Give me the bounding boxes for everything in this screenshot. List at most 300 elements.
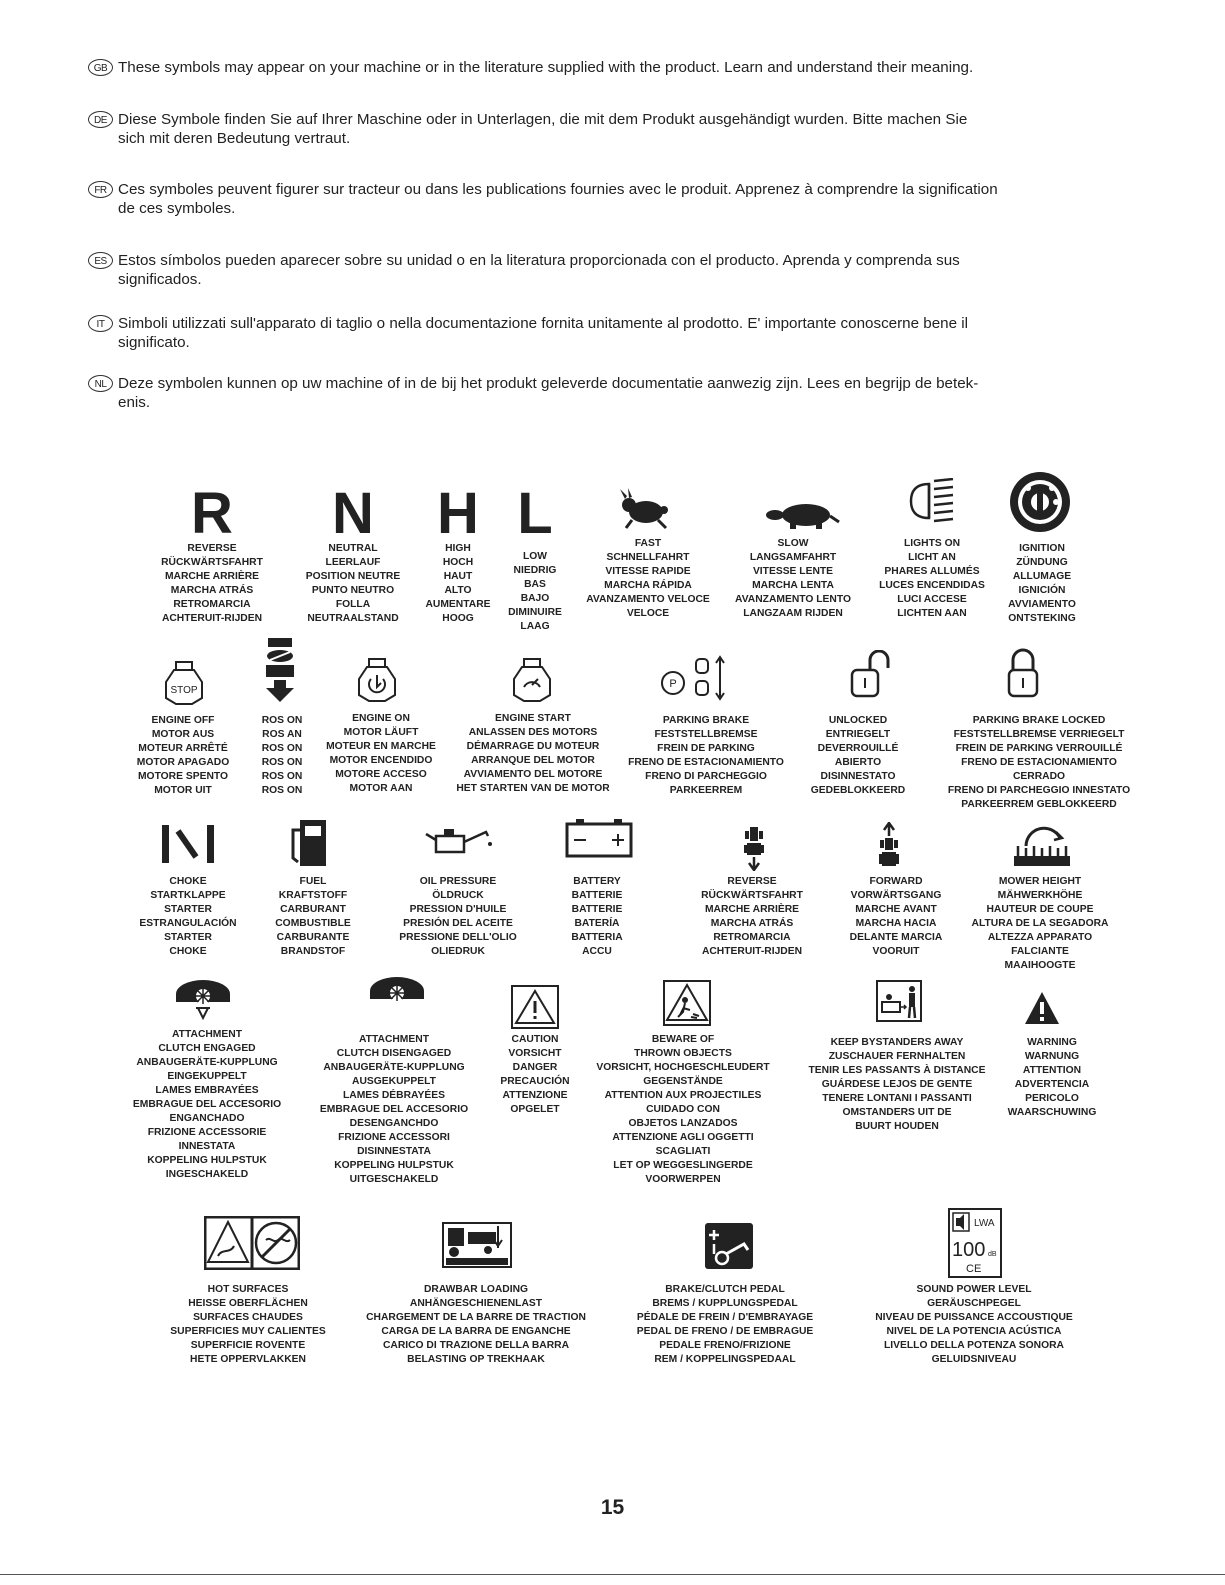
caution-triangle-icon	[511, 985, 559, 1029]
caption-line: BUURT HOUDEN	[855, 1121, 939, 1132]
page-number: 15	[600, 1496, 625, 1519]
intro-text-fr: Ces symboles peuvent figurer sur tracteur ou dans les publications fournies avec le produit. Apprenez à comprendre la signification	[118, 181, 998, 198]
caption-line: ATTENTION AUX PROJECTILES	[604, 1090, 762, 1101]
caption-line: DISINNESTATO	[820, 771, 896, 782]
caption-line: ENGINE START	[495, 713, 571, 724]
ros-caption	[262, 714, 303, 798]
tractor-reverse-icon	[742, 825, 766, 871]
caption-line: CAUTION	[511, 1034, 559, 1045]
caption-line: FORWARD	[869, 876, 923, 887]
caption-line: LICHT AN	[908, 552, 956, 563]
caption-line: IGNITION	[1019, 543, 1065, 554]
lights-caption	[879, 537, 985, 621]
caption-line: MOTOR AUS	[151, 729, 215, 740]
caption-line: BAJO	[520, 593, 550, 604]
att-disengaged-caption	[320, 1033, 468, 1187]
caption-line: PARKING BRAKE LOCKED	[972, 715, 1106, 726]
caption-line: MARCHE ARRIÈRE	[164, 571, 259, 582]
hot-surfaces-icon	[204, 1216, 300, 1270]
caption-line: THROWN OBJECTS	[634, 1048, 732, 1059]
neutral-letter-icon: N	[332, 481, 374, 546]
caption-line: PEDALE FRENO/FRIZIONE	[659, 1340, 791, 1351]
caption-line: MARCHA HACIA	[855, 918, 937, 929]
caption-line: STARTER	[164, 904, 212, 915]
caption-line: VOORUIT	[872, 946, 920, 957]
caption-line: HEISSE OBERFLÄCHEN	[188, 1298, 308, 1309]
caption-line: CHOKE	[169, 946, 207, 957]
caption-line: ROS AN	[262, 729, 302, 740]
low-letter-icon: L	[517, 481, 553, 546]
caption-line: COMBUSTIBLE	[275, 918, 351, 929]
engine-off-caption	[137, 714, 229, 798]
parking-brake-caption	[628, 714, 784, 798]
caption-line: SCAGLIATI	[655, 1146, 711, 1157]
caption-line: IGNICIÓN	[1018, 585, 1066, 596]
caption-line: ANLASSEN DES MOTORS	[468, 727, 598, 738]
ignition-icon	[1008, 470, 1072, 534]
caption-line: LAMES DÉBRAYÉES	[342, 1090, 446, 1101]
caption-line: DESENGANCHDO	[349, 1118, 439, 1129]
caption-line: OIL PRESSURE	[419, 876, 497, 887]
caption-line: ADVERTENCIA	[1014, 1079, 1090, 1090]
caption-line: PARKEERREM GEBLOKKEERD	[961, 799, 1117, 810]
caption-line: MARCHA ATRÁS	[710, 918, 794, 929]
brake-clutch-pedal-icon	[704, 1222, 754, 1270]
caption-line: REVERSE	[187, 543, 237, 554]
caption-line: PRESSIONE DELL'OLIO	[399, 932, 517, 943]
caption-line: TENERE LONTANI I PASSANTI	[822, 1093, 972, 1104]
attachment-engaged-icon	[174, 978, 232, 1020]
caption-line: VORSICHT	[508, 1048, 562, 1059]
stop-label: STOP	[170, 685, 198, 696]
mower-height-icon	[1010, 820, 1072, 870]
caption-line: PEDAL DE FRENO / DE EMBRAGUE	[636, 1326, 814, 1337]
caption-line: FAST	[634, 538, 662, 549]
caption-line: ESTRANGULACIÓN	[139, 918, 237, 929]
choke-caption	[139, 875, 236, 959]
caption-line: MOWER HEIGHT	[998, 876, 1082, 887]
caption-line: GELUIDSNIVEAU	[931, 1354, 1017, 1365]
caption-line: RÜCKWÄRTSFAHRT	[161, 557, 263, 568]
mower-height-caption	[972, 875, 1109, 973]
intro-text-es-wrap	[118, 251, 1158, 289]
caption-line: LUCES ENCENDIDAS	[879, 580, 985, 591]
caption-line: GERÄUSCHPEGEL	[927, 1298, 1021, 1309]
caption-line: RETROMARCIA	[173, 599, 251, 610]
caption-line: VOORWERPEN	[645, 1174, 721, 1185]
caption-line: CLUTCH ENGAGED	[158, 1043, 256, 1054]
caption-line: VITESSE LENTE	[752, 566, 834, 577]
unlocked-padlock-icon	[848, 650, 892, 700]
caption-line: ENGANCHADO	[169, 1113, 245, 1124]
caption-line: SUPERFICIE ROVENTE	[190, 1340, 306, 1351]
caption-line: CARGA DE LA BARRA DE ENGANCHE	[381, 1326, 571, 1337]
caption-line: FRENO DE ESTACIONAMIENTO	[628, 757, 784, 768]
caption-line: HAUT	[443, 571, 473, 582]
caption-line: ANBAUGERÄTE-KUPPLUNG	[136, 1057, 278, 1068]
caption-line: HOOG	[442, 613, 474, 624]
reverse-caption	[161, 542, 263, 626]
headlight-icon	[907, 478, 959, 524]
caption-line: ALTEZZA APPARATO	[987, 932, 1093, 943]
caption-line: NIEDRIG	[513, 565, 557, 576]
neutral-caption	[306, 542, 400, 626]
caption-line: ACHTERUIT-RIJDEN	[701, 946, 803, 957]
bottom-rule	[0, 1574, 1225, 1575]
caption-line: RÜCKWÄRTSFAHRT	[701, 890, 803, 901]
caption-line: OPGELET	[510, 1104, 560, 1115]
caption-line: DÉMARRAGE DU MOTEUR	[466, 741, 600, 752]
engine-start-icon	[510, 657, 554, 703]
caption-line: MOTORE ACCESO	[335, 769, 427, 780]
caption-line: ATTACHMENT	[172, 1029, 242, 1040]
caption-line: ARRANQUE DEL MOTOR	[471, 755, 595, 766]
intro-text-de: Diese Symbole finden Sie auf Ihrer Maschine oder in Unterlagen, die mit dem Produkt ausgehändigt wurden. Bitte machen Sie	[118, 111, 968, 128]
caption-line: NIVEAU DE PUISSANCE ACCOUSTIQUE	[875, 1312, 1073, 1323]
caption-line: MOTOR APAGADO	[136, 757, 230, 768]
caption-line: ANBAUGERÄTE-KUPPLUNG	[323, 1062, 465, 1073]
caption-line: MARCHA LENTA	[752, 580, 834, 591]
caption-line: MÄHWERKHÖHE	[997, 890, 1083, 901]
caption-line: VORSICHT, HOCHGESCHLEUDERT	[596, 1062, 770, 1073]
caption-line: DIMINUIRE	[508, 607, 562, 618]
caption-line: ATTENTION	[1022, 1065, 1082, 1076]
caption-line: FALCIANTE	[1011, 946, 1069, 957]
engine-on-icon	[355, 657, 399, 703]
caption-line: LAAG	[520, 621, 550, 632]
caption-line: TENIR LES PASSANTS À DISTANCE	[808, 1065, 986, 1076]
caption-line: CARICO DI TRAZIONE DELLA BARRA	[382, 1340, 570, 1351]
caption-line: BATTERIE	[571, 890, 623, 901]
caption-line: SCHNELLFAHRT	[606, 552, 690, 563]
caption-line: FRIZIONE ACCESSORIE	[147, 1127, 267, 1138]
caption-line: DISINNESTATA	[357, 1146, 431, 1157]
intro-text-de-wrap	[118, 110, 1158, 148]
caption-line: HOT SURFACES	[207, 1284, 289, 1295]
lang-badge-it: IT	[88, 315, 113, 332]
caption-line: GEGENSTÄNDE	[643, 1076, 723, 1087]
caption-line: MARCHE AVANT	[855, 904, 937, 915]
lang-badge-fr: FR	[88, 181, 113, 198]
intro-text-nl-wrap	[118, 374, 1158, 412]
caption-line: ENGINE OFF	[151, 715, 215, 726]
caption-line: DELANTE MARCIA	[849, 932, 943, 943]
tractor-forward-icon	[877, 822, 901, 868]
intro-text-es-line2: significados.	[118, 271, 202, 288]
caption-line: FREIN DE PARKING VERROUILLÉ	[955, 743, 1123, 754]
caption-line: FESTSTELLBREMSE	[654, 729, 758, 740]
caption-line: DEVERROUILLÉ	[817, 743, 899, 754]
caption-line: CERRADO	[1012, 771, 1066, 782]
caption-line: ATTACHMENT	[359, 1034, 429, 1045]
caption-line: PHARES ALLUMÉS	[884, 566, 980, 577]
caption-line: ALTURA DE LA SEGADORA	[971, 918, 1109, 929]
caption-line: NEUTRAL	[328, 543, 378, 554]
oil-can-icon	[424, 826, 494, 856]
caption-line: EINGEKUPPELT	[167, 1071, 247, 1082]
caption-line: ACHTERUIT-RIJDEN	[161, 613, 263, 624]
caption-line: REM / KOPPELINGSPEDAAL	[654, 1354, 796, 1365]
intro-text-fr-wrap	[118, 180, 1158, 218]
warning-triangle-icon	[1024, 990, 1060, 1026]
caption-line: CARBURANTE	[276, 932, 350, 943]
caption-line: WARNING	[1027, 1037, 1077, 1048]
low-caption	[508, 550, 562, 634]
caption-line: ZÜNDUNG	[1016, 557, 1068, 568]
intro-text-nl-line2: enis.	[118, 394, 151, 411]
pb-locked-caption	[948, 714, 1130, 812]
caption-line: PARKEERREM	[669, 785, 743, 796]
bystanders-caption	[809, 1036, 986, 1134]
caption-line: MOTORE SPENTO	[137, 771, 229, 782]
caption-line: LANGZAAM RIJDEN	[743, 608, 843, 619]
caption-line: INNESTATA	[178, 1141, 236, 1152]
caption-line: DANGER	[512, 1062, 558, 1073]
caption-line: ROS ON	[261, 785, 303, 796]
caption-line: KEEP BYSTANDERS AWAY	[830, 1037, 964, 1048]
forward-caption	[850, 875, 943, 959]
caption-line: LANGSAMFAHRT	[749, 552, 837, 563]
caption-line: CHOKE	[169, 876, 207, 887]
drawbar-caption	[366, 1283, 586, 1367]
reverse-letter-icon: R	[191, 481, 233, 546]
caption-line: CUIDADO CON	[646, 1104, 720, 1115]
high-caption	[425, 542, 490, 626]
high-letter-icon: H	[437, 481, 479, 546]
caption-line: ÖLDRUCK	[432, 890, 484, 901]
slow-caption	[735, 537, 851, 621]
sound-caption	[875, 1283, 1073, 1367]
caption-line: HAUTEUR DE COUPE	[986, 904, 1094, 915]
caption-line: BRANDSTOF	[280, 946, 346, 957]
caption-line: CLUTCH DISENGAGED	[336, 1048, 452, 1059]
unlocked-caption	[811, 714, 905, 798]
caption-line: SLOW	[777, 538, 809, 549]
intro-text-gb: These symbols may appear on your machine or in the literature supplied with the product. Learn and understand their meaning.	[118, 59, 974, 76]
caption-line: KOPPELING HULPSTUK	[147, 1155, 267, 1166]
caption-line: POSITION NEUTRE	[305, 571, 401, 582]
caption-line: PERICOLO	[1025, 1093, 1079, 1104]
caption-line: WAARSCHUWING	[1007, 1107, 1097, 1118]
attachment-disengaged-icon	[368, 975, 426, 1005]
intro-text-de-line2: sich mit deren Bedeutung vertraut.	[118, 130, 351, 147]
caption-line: SUPERFICIES MUY CALIENTES	[170, 1326, 326, 1337]
fast-caption	[586, 537, 710, 621]
caption-line: VELOCE	[626, 608, 670, 619]
caption-line: KOPPELING HULPSTUK	[334, 1160, 454, 1171]
caption-line: BATTERY	[573, 876, 621, 887]
caption-line: STARTER	[164, 932, 212, 943]
caption-line: HIGH	[445, 543, 471, 554]
keep-bystanders-away-icon	[876, 980, 922, 1022]
caption-line: ALTO	[444, 585, 472, 596]
caption-line: EMBRAGUE DEL ACCESORIO	[319, 1104, 469, 1115]
intro-text-es: Estos símbolos pueden aparecer sobre su unidad o en la literatura proporcionada con el producto. Aprenda y comprenda sus	[118, 252, 960, 269]
caption-line: AVANZAMENTO VELOCE	[586, 594, 710, 605]
intro-text-it-line2: significato.	[118, 334, 190, 351]
caption-line: BRAKE/CLUTCH PEDAL	[665, 1284, 785, 1295]
caption-line: PÉDALE DE FREIN / D'EMBRAYAGE	[636, 1312, 814, 1323]
caption-line: FRENO DE ESTACIONAMIENTO	[961, 757, 1117, 768]
caption-line: MOTOR LÄUFT	[343, 727, 419, 738]
caption-line: ENTRIEGELT	[825, 729, 891, 740]
caption-line: BATTERIA	[571, 932, 623, 943]
intro-text-it-wrap	[118, 314, 1158, 352]
caption-line: ROS ON	[261, 757, 303, 768]
caption-line: LET OP WEGGESLINGERDE	[613, 1160, 753, 1171]
caption-line: ONTSTEKING	[1008, 613, 1076, 624]
caption-line: BAS	[524, 579, 546, 590]
caption-line: MARCHA ATRÁS	[170, 585, 254, 596]
caption-line: OBJETOS LANZADOS	[628, 1118, 738, 1129]
caption-line: MOTOR ENCENDIDO	[329, 755, 433, 766]
choke-icon	[158, 823, 218, 865]
caption-line: FESTSTELLBREMSE VERRIEGELT	[953, 729, 1125, 740]
caption-line: VITESSE RAPIDE	[605, 566, 691, 577]
caption-line: FRIZIONE ACCESSORI	[338, 1132, 450, 1143]
caption-line: HETE OPPERVLAKKEN	[190, 1354, 306, 1365]
caption-line: STARTKLAPPE	[150, 890, 226, 901]
lang-badge-de: DE	[88, 111, 113, 128]
caption-line: FOLLA	[335, 599, 371, 610]
caption-line: MOTEUR EN MARCHE	[326, 741, 436, 752]
reverse2-caption	[701, 875, 803, 959]
sound-value: 100	[952, 1239, 986, 1261]
caption-line: MOTOR AAN	[349, 783, 413, 794]
caption-line: MAAIHOOGTE	[1004, 960, 1076, 971]
caption-line: MARCHA RÁPIDA	[604, 580, 692, 591]
lang-badge-gb: GB	[88, 59, 113, 76]
caption-line: ATTENZIONE AGLI OGGETTI	[612, 1132, 754, 1143]
lang-badge-es: ES	[88, 252, 113, 269]
att-engaged-caption	[133, 1028, 281, 1182]
sound-power-level-icon	[948, 1208, 1002, 1278]
thrown-caption	[596, 1033, 769, 1187]
thrown-objects-icon	[663, 980, 711, 1026]
brake-clutch-caption	[637, 1283, 814, 1367]
lang-badge-nl: NL	[88, 375, 113, 392]
caption-line: AVANZAMENTO LENTO	[735, 594, 851, 605]
caption-line: DRAWBAR LOADING	[423, 1284, 529, 1295]
caption-line: SOUND POWER LEVEL	[916, 1284, 1032, 1295]
caption-line: ALLUMAGE	[1012, 571, 1072, 582]
parking-brake-icon	[660, 655, 732, 701]
caption-line: SURFACES CHAUDES	[193, 1312, 303, 1323]
caption-line: NEUTRAALSTAND	[307, 613, 399, 624]
caption-line: BREMS / KUPPLUNGSPEDAL	[652, 1298, 798, 1309]
caption-line: GEDEBLOKKEERD	[810, 785, 906, 796]
caption-line: CARBURANT	[280, 904, 346, 915]
caption-line: UNLOCKED	[828, 715, 888, 726]
caption-line: AVVIAMENTO	[1008, 599, 1076, 610]
caption-line: HOCH	[442, 557, 474, 568]
caption-line: CHARGEMENT DE LA BARRE DE TRACTION	[366, 1312, 586, 1323]
caption-line: LUCI ACCESE	[897, 594, 967, 605]
battery-caption	[571, 875, 622, 959]
fuel-caption	[275, 875, 351, 959]
parking-p-label: P	[669, 678, 677, 690]
caption-line: ANHÄNGESCHIENENLAST	[409, 1298, 543, 1309]
caption-line: ZUSCHAUER FERNHALTEN	[828, 1051, 966, 1062]
ce-mark: CE	[966, 1263, 982, 1275]
caption-line: INGESCHAKELD	[165, 1169, 249, 1180]
caption-line: ACCU	[582, 946, 612, 957]
caption-line: ROS ON	[261, 743, 303, 754]
caption-line: FRENO DI PARCHEGGIO	[645, 771, 767, 782]
engine-on-caption	[326, 712, 436, 796]
ros-icon	[262, 638, 298, 704]
caption-line: PARKING BRAKE	[662, 715, 750, 726]
engine-off-icon	[162, 660, 206, 706]
caption-line: FUEL	[299, 876, 327, 887]
caption-line: BEWARE OF	[651, 1034, 715, 1045]
hot-surfaces-caption	[170, 1283, 325, 1367]
caption-line: RETROMARCIA	[713, 932, 791, 943]
caption-line: PRECAUCIÓN	[500, 1076, 570, 1087]
fuel-pump-icon	[290, 818, 330, 868]
caption-line: KRAFTSTOFF	[278, 890, 348, 901]
rabbit-fast-icon	[618, 488, 674, 530]
caption-line: LOW	[522, 551, 548, 562]
caption-line: BELASTING OP TREKHAAK	[407, 1354, 545, 1365]
caption-line: ROS ON	[261, 715, 303, 726]
caption-line: LEERLAUF	[325, 557, 381, 568]
caution-caption	[500, 1033, 569, 1117]
caption-line: ENGINE ON	[352, 713, 410, 724]
caption-line: ATTENZIONE	[502, 1090, 568, 1101]
warning-caption	[1008, 1036, 1097, 1120]
lwa-label: LWA	[974, 1218, 995, 1229]
caption-line: BATERÍA	[574, 918, 620, 929]
caption-line: VORWÄRTSGANG	[850, 890, 942, 901]
caption-line: GUÁRDESE LEJOS DE GENTE	[821, 1079, 973, 1090]
drawbar-loading-icon	[442, 1222, 512, 1268]
caption-line: LAMES EMBRAYÉES	[155, 1085, 259, 1096]
caption-line: LIVELLO DELLA POTENZA SONORA	[883, 1340, 1065, 1351]
intro-text-it: Simboli utilizzati sull'apparato di taglio o nella documentazione fornita unitamente al prodotto. E' importante conoscerne bene il	[118, 315, 969, 332]
intro-text-nl: Deze symbolen kunnen op uw machine of in de bij het produkt geleverde documentatie aanwezig zijn. Lees en begrijp de betek-	[118, 375, 979, 392]
caption-line: BATTERIE	[571, 904, 623, 915]
caption-line: LICHTEN AAN	[897, 608, 967, 619]
caption-line: HET STARTEN VAN DE MOTOR	[456, 783, 610, 794]
caption-line: ABIERTO	[834, 757, 882, 768]
caption-line: PRESIÓN DEL ACEITE	[403, 918, 513, 929]
caption-line: MOTOR UIT	[154, 785, 212, 796]
caption-line: AVVIAMENTO DEL MOTORE	[463, 769, 603, 780]
ignition-caption	[1008, 542, 1076, 626]
caption-line: AUMENTARE	[425, 599, 491, 610]
caption-line: PRESSION D'HUILE	[409, 904, 507, 915]
locked-padlock-icon	[1006, 648, 1040, 700]
caption-line: FRENO DI PARCHEGGIO INNESTATO	[947, 785, 1131, 796]
caption-line: WARNUNG	[1024, 1051, 1080, 1062]
caption-line: OMSTANDERS UIT DE	[842, 1107, 952, 1118]
caption-line: FREIN DE PARKING	[657, 743, 755, 754]
turtle-slow-icon	[764, 500, 840, 530]
caption-line: NIVEL DE LA POTENCIA ACÚSTICA	[886, 1326, 1062, 1337]
oil-caption	[399, 875, 516, 959]
caption-line: AUSGEKUPPELT	[352, 1076, 436, 1087]
caption-line: UITGESCHAKELD	[349, 1174, 439, 1185]
caption-line: LIGHTS ON	[903, 538, 961, 549]
caption-line: OLIEDRUK	[431, 946, 485, 957]
caption-line: MOTEUR ARRÊTÉ	[138, 743, 228, 754]
caption-line: EMBRAGUE DEL ACCESORIO	[132, 1099, 282, 1110]
caption-line: ROS ON	[261, 771, 303, 782]
battery-icon	[564, 818, 634, 858]
caption-line: REVERSE	[727, 876, 777, 887]
caption-line: MARCHE ARRIÈRE	[704, 904, 799, 915]
